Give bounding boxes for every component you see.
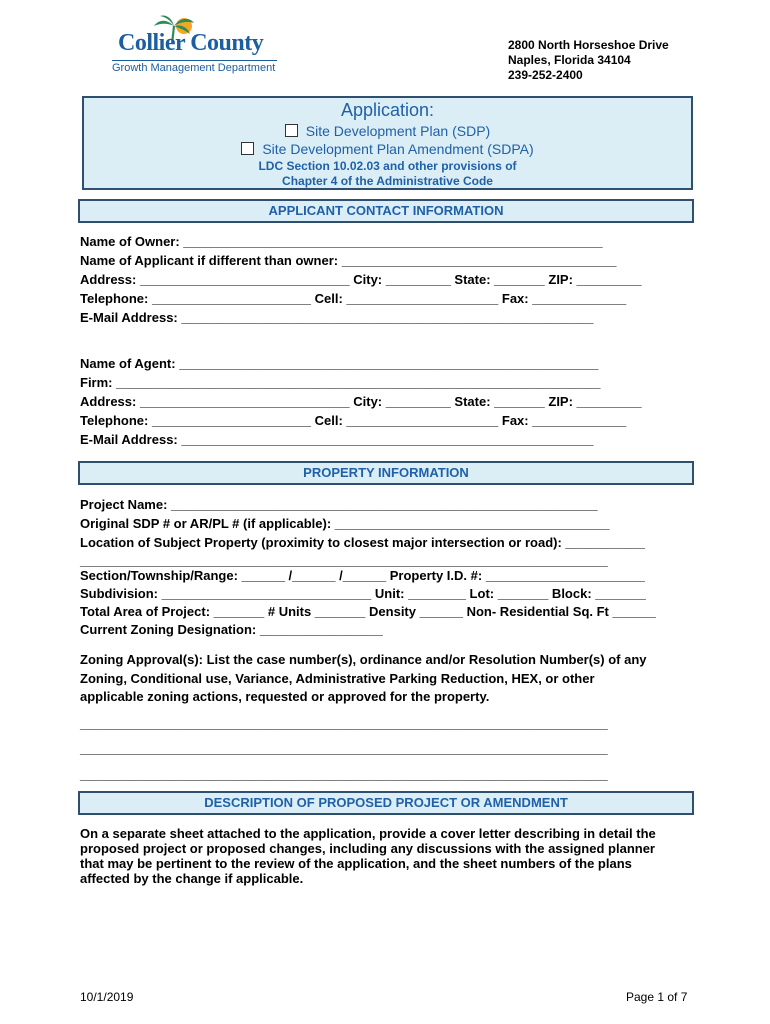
zoning-approvals-text: Zoning Approval(s): List the case number(s), ordinance and/or Resolution Number(s) of any	[80, 652, 647, 667]
applicant-telephone-field[interactable]: Telephone: ______________________ Cell: _____________________ Fax: _____________	[80, 291, 627, 306]
option-sdpa-label: Site Development Plan Amendment (SDPA)	[262, 141, 534, 157]
applicant-email-field[interactable]: E-Mail Address: _________________________________________________________	[80, 310, 594, 325]
description-text: affected by the change if applicable.	[80, 871, 304, 886]
project-name-field[interactable]: Project Name: ___________________________________________________________	[80, 497, 598, 512]
footer-page-number: Page 1 of 7	[626, 990, 688, 1004]
applicant-address-field[interactable]: Address: _____________________________ City: _________ State: _______ ZIP: _________	[80, 272, 642, 287]
agent-email-field[interactable]: E-Mail Address: _________________________________________________________	[80, 432, 594, 447]
current-zoning-field[interactable]: Current Zoning Designation: _________________	[80, 622, 383, 637]
option-sdp	[84, 123, 691, 139]
application-box	[82, 96, 693, 190]
applicant-header-text: APPLICANT CONTACT INFORMATION	[268, 203, 504, 218]
description-header-text: DESCRIPTION OF PROPOSED PROJECT OR AMENDMENT	[204, 795, 568, 810]
section-township-range-field[interactable]: Section/Township/Range: ______ /______ /______ Property I.D. #: ______________________	[80, 568, 645, 583]
logo-divider	[112, 60, 277, 61]
logo-dept: Growth Management Department	[112, 62, 276, 74]
option-sdp-label: Site Development Plan (SDP)	[305, 123, 491, 139]
property-section-header	[78, 461, 694, 485]
zoning-answer-line[interactable]: _________________________________________________________________________	[80, 767, 608, 782]
description-text: On a separate sheet attached to the application, provide a cover letter describing in detail the	[80, 826, 656, 841]
sdpa-checkbox[interactable]	[241, 142, 254, 155]
sdp-checkbox[interactable]	[285, 124, 298, 137]
office-address-line2: Naples, Florida 34104	[508, 53, 631, 67]
option-sdpa	[84, 141, 691, 157]
original-sdp-field[interactable]: Original SDP # or AR/PL # (if applicable): ______________________________________	[80, 516, 610, 531]
zoning-answer-line[interactable]: _________________________________________________________________________	[80, 716, 608, 731]
subdivision-field[interactable]: Subdivision: _____________________________ Unit: ________ Lot: _______ Block: _______	[80, 586, 646, 601]
agent-address-field[interactable]: Address: _____________________________ City: _________ State: _______ ZIP: _________	[80, 394, 642, 409]
description-text: that may be pertinent to the review of the application, and the sheet numbers of the plans	[80, 856, 632, 871]
ldc-line1: LDC Section 10.02.03 and other provisions of	[258, 159, 517, 173]
description-text: proposed project or proposed changes, including any discussions with the assigned planner	[80, 841, 655, 856]
zoning-approvals-text: applicable zoning actions, requested or approved for the property.	[80, 689, 490, 704]
location-field-continued[interactable]: _________________________________________________________________________	[80, 553, 608, 568]
logo-name: Collier County	[118, 30, 264, 56]
owner-name-field[interactable]: Name of Owner: __________________________________________________________	[80, 234, 603, 249]
total-area-field[interactable]: Total Area of Project: _______ # Units _______ Density ______ Non- Residential Sq. Ft ______	[80, 604, 656, 619]
applicant-section-header	[78, 199, 694, 223]
application-title: Application:	[340, 100, 435, 120]
zoning-approvals-text: Zoning, Conditional use, Variance, Administrative Parking Reduction, HEX, or other	[80, 671, 595, 686]
agent-firm-field[interactable]: Firm: ___________________________________________________________________	[80, 375, 601, 390]
office-phone: 239-252-2400	[508, 68, 583, 82]
property-header-text: PROPERTY INFORMATION	[303, 465, 469, 480]
logo	[108, 14, 283, 78]
agent-name-field[interactable]: Name of Agent: __________________________________________________________	[80, 356, 599, 371]
zoning-answer-line[interactable]: _________________________________________________________________________	[80, 741, 608, 756]
applicant-name-field[interactable]: Name of Applicant if different than owner: ______________________________________	[80, 253, 617, 268]
footer-date: 10/1/2019	[80, 990, 134, 1004]
location-field[interactable]: Location of Subject Property (proximity to closest major intersection or road): ___________	[80, 535, 645, 550]
office-address-line1: 2800 North Horseshoe Drive	[508, 38, 669, 52]
description-section-header	[78, 791, 694, 815]
ldc-line2: Chapter 4 of the Administrative Code	[282, 174, 493, 188]
agent-telephone-field[interactable]: Telephone: ______________________ Cell: _____________________ Fax: _____________	[80, 413, 627, 428]
